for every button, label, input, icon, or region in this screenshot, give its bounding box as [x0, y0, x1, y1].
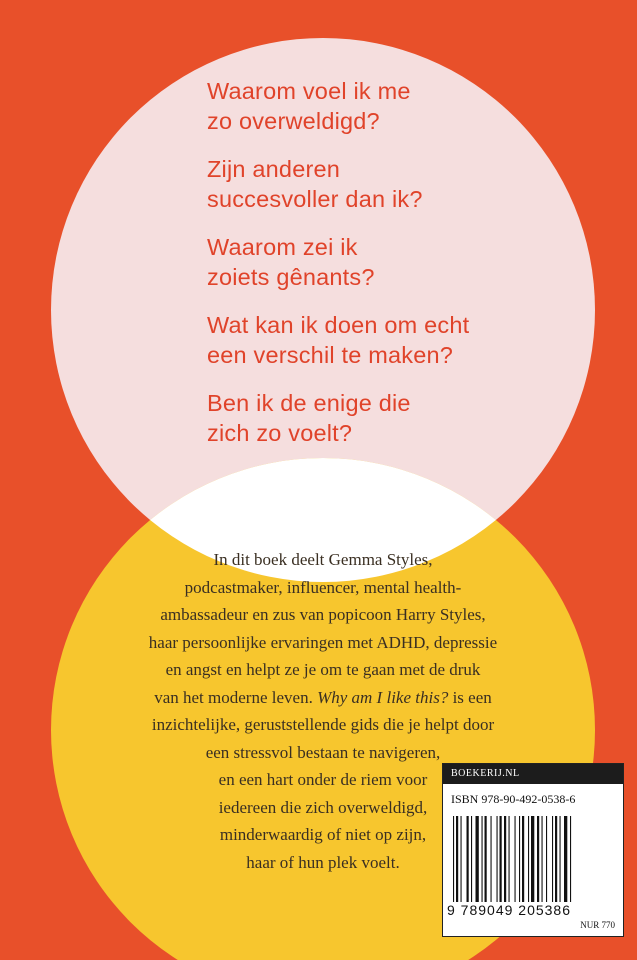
blurb-line-prefix: van het moderne leven. [154, 687, 318, 707]
barcode-box [442, 763, 624, 937]
publisher-label: BOEKERIJ.NL [443, 764, 623, 784]
question [207, 76, 537, 136]
blurb-line: en angst en helpt ze je om te gaan met de druk [165, 660, 481, 679]
question-line: Ben ik de enige die [207, 390, 411, 416]
questions-list [207, 76, 537, 466]
blurb-line: en een hart onder de riem voor [218, 770, 428, 789]
blurb-line-suffix: is een [448, 687, 492, 707]
barcode-bars [451, 816, 615, 902]
question [207, 232, 537, 292]
nur-code: NUR 770 [580, 920, 615, 930]
question-line: zo overweldigd? [207, 108, 380, 134]
blurb-line: haar persoonlijke ervaringen met ADHD, depressie [148, 632, 498, 652]
question-line: een verschil te maken? [207, 342, 454, 368]
question [207, 388, 537, 448]
barcode-digits: 9 789049 205386 [447, 902, 571, 918]
blurb-line: inzichtelijke, geruststellende gids die je helpt door [151, 715, 495, 734]
blurb-line: iedereen die zich overweldigd, [218, 797, 428, 817]
blurb-line: In dit boek deelt Gemma Styles, [213, 550, 433, 569]
blurb-line: haar of hun plek voelt. [246, 852, 400, 872]
question-line: zich zo voelt? [207, 420, 353, 446]
question-line: Zijn anderen [207, 156, 341, 182]
question [207, 154, 537, 214]
question-line: Waarom zei ik [207, 234, 358, 260]
question-line: Waarom voel ik me [207, 78, 411, 104]
blurb-line: minderwaardig of niet op zijn, [219, 825, 427, 844]
isbn-text: ISBN 978-90-492-0538-6 [451, 792, 576, 806]
question [207, 310, 537, 370]
blurb-line-with-title [100, 684, 546, 712]
blurb-line: ambassadeur en zus van popicoon Harry Styles, [160, 605, 486, 624]
blurb-line: een stressvol bestaan te navigeren, [205, 742, 441, 762]
question-line: zoiets gênants? [207, 264, 375, 290]
question-line: succesvoller dan ik? [207, 186, 423, 212]
blurb-line: podcastmaker, influencer, mental health- [184, 577, 462, 597]
question-line: Wat kan ik doen om echt [207, 312, 470, 338]
book-title-italic: Why am I like this? [317, 687, 449, 707]
